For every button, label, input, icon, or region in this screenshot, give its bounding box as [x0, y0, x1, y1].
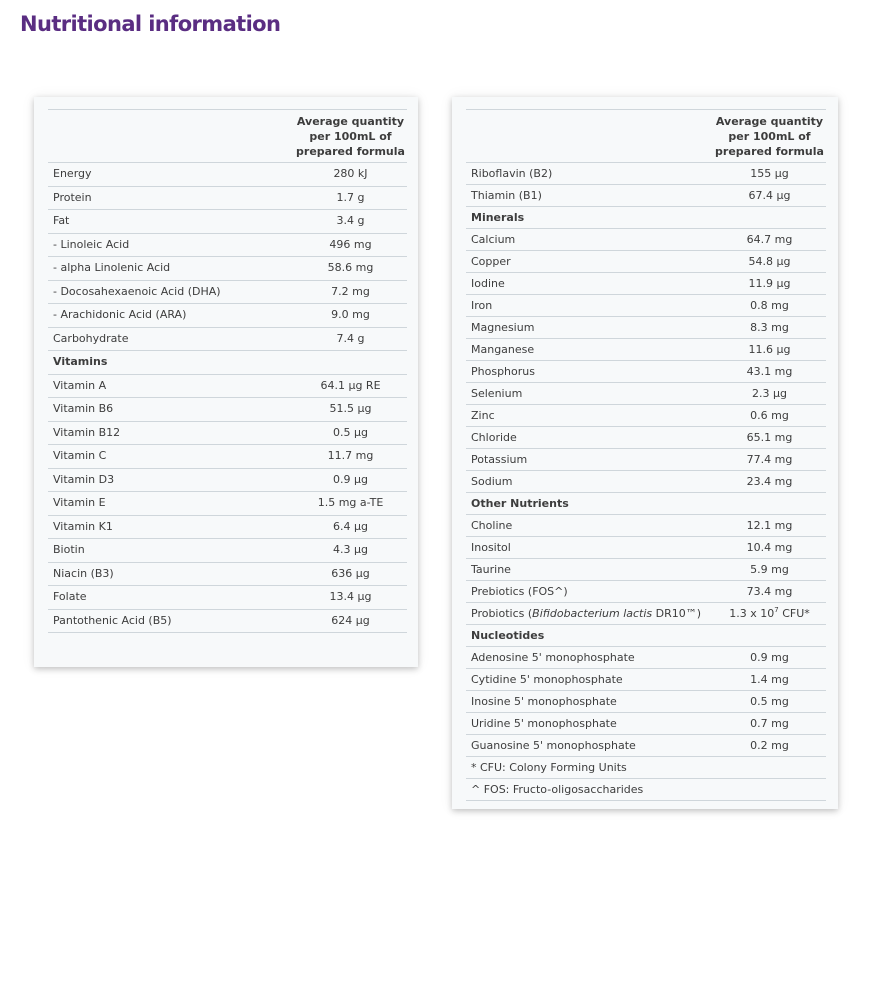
nutrient-name: Chloride	[466, 427, 713, 449]
exponent: 7	[774, 606, 779, 614]
table-row	[48, 539, 407, 563]
quantity-part: 1.3 x 10	[729, 607, 775, 620]
nutrient-name: Biotin	[48, 539, 294, 563]
table-row	[48, 327, 407, 351]
table-row	[466, 779, 826, 801]
nutrient-quantity: 636 µg	[294, 562, 407, 586]
nutrient-name: Iron	[466, 295, 713, 317]
nutrient-quantity: 51.5 µg	[294, 398, 407, 422]
nutrition-rows-right	[466, 163, 826, 801]
nutrient-name: Carbohydrate	[48, 327, 294, 351]
table-row	[466, 185, 826, 207]
table-row	[48, 163, 407, 187]
table-row	[48, 374, 407, 398]
table-row	[466, 757, 826, 779]
nutrient-quantity: 0.5 µg	[294, 421, 407, 445]
nutrient-name: Potassium	[466, 449, 713, 471]
nutrient-name: Fat	[48, 210, 294, 234]
nutrient-name: Guanosine 5' monophosphate	[466, 735, 713, 757]
nutrient-quantity: 7.4 g	[294, 327, 407, 351]
page-title: Nutritional information	[20, 12, 281, 36]
table-row	[466, 691, 826, 713]
table-row	[466, 229, 826, 251]
nutrient-name: Vitamin E	[48, 492, 294, 516]
nutrient-quantity: 496 mg	[294, 233, 407, 257]
nutrient-quantity: 11.9 µg	[713, 273, 826, 295]
nutrient-name: Sodium	[466, 471, 713, 493]
nutrient-name: Cytidine 5' monophosphate	[466, 669, 713, 691]
nutrient-name: Protein	[48, 186, 294, 210]
nutrient-name: Zinc	[466, 405, 713, 427]
section-heading-row	[466, 207, 826, 229]
nutrient-quantity: 3.4 g	[294, 210, 407, 234]
table-row	[466, 273, 826, 295]
nutrient-quantity	[713, 625, 826, 647]
nutrient-name: Vitamin C	[48, 445, 294, 469]
nutrient-quantity: 624 µg	[294, 609, 407, 633]
nutrient-quantity	[713, 603, 826, 625]
nutrient-quantity: 0.9 µg	[294, 468, 407, 492]
nutrient-name: Thiamin (B1)	[466, 185, 713, 207]
table-row	[466, 449, 826, 471]
table-row	[466, 339, 826, 361]
nutrient-name: * CFU: Colony Forming Units	[466, 757, 826, 779]
nutrient-quantity: 10.4 mg	[713, 537, 826, 559]
table-row	[466, 559, 826, 581]
nutrient-quantity: 2.3 µg	[713, 383, 826, 405]
nutrient-column-header	[466, 110, 713, 163]
table-row	[48, 421, 407, 445]
nutrient-name	[466, 603, 713, 625]
nutrient-quantity: 0.5 mg	[713, 691, 826, 713]
table-row	[48, 280, 407, 304]
table-row	[466, 361, 826, 383]
table-row	[48, 562, 407, 586]
nutrient-quantity: 64.1 µg RE	[294, 374, 407, 398]
nutrient-name: Manganese	[466, 339, 713, 361]
table-row	[48, 586, 407, 610]
nutrient-quantity: 8.3 mg	[713, 317, 826, 339]
table-row	[466, 163, 826, 185]
nutrient-name: Inosine 5' monophosphate	[466, 691, 713, 713]
nutrient-name: Phosphorus	[466, 361, 713, 383]
quantity-column-header: Average quantity per 100mL of prepared formula	[713, 110, 826, 163]
nutrient-name: Calcium	[466, 229, 713, 251]
quantity-part: CFU*	[778, 607, 810, 620]
section-heading: Minerals	[466, 207, 713, 229]
nutrient-quantity: 73.4 mg	[713, 581, 826, 603]
nutrient-name: Vitamin D3	[48, 468, 294, 492]
nutrient-quantity: 6.4 µg	[294, 515, 407, 539]
nutrient-name: Pantothenic Acid (B5)	[48, 609, 294, 633]
table-row	[466, 515, 826, 537]
nutrient-name: Taurine	[466, 559, 713, 581]
quantity-column-header: Average quantity per 100mL of prepared formula	[294, 110, 407, 163]
table-row	[48, 468, 407, 492]
nutrient-name: - Linoleic Acid	[48, 233, 294, 257]
nutrient-name: Adenosine 5' monophosphate	[466, 647, 713, 669]
table-header-row	[48, 110, 407, 163]
nutrient-quantity: 0.2 mg	[713, 735, 826, 757]
section-heading: Vitamins	[48, 351, 294, 375]
nutrient-name-part: DR10™)	[652, 607, 702, 620]
nutrient-quantity	[713, 207, 826, 229]
table-row	[466, 251, 826, 273]
nutrient-quantity: 1.5 mg a-TE	[294, 492, 407, 516]
table-row	[48, 609, 407, 633]
nutrient-quantity: 1.4 mg	[713, 669, 826, 691]
nutrition-rows-left	[48, 163, 407, 633]
nutrient-name: Uridine 5' monophosphate	[466, 713, 713, 735]
nutrient-name: Prebiotics (FOS^)	[466, 581, 713, 603]
nutrient-name: - alpha Linolenic Acid	[48, 257, 294, 281]
nutrient-quantity	[713, 493, 826, 515]
nutrient-quantity	[294, 351, 407, 375]
nutrient-quantity: 13.4 µg	[294, 586, 407, 610]
table-row	[48, 304, 407, 328]
nutrient-name: - Docosahexaenoic Acid (DHA)	[48, 280, 294, 304]
table-row	[466, 669, 826, 691]
nutrient-name: Energy	[48, 163, 294, 187]
nutrient-column-header	[48, 110, 294, 163]
nutrient-quantity: 11.7 mg	[294, 445, 407, 469]
nutrient-quantity: 0.9 mg	[713, 647, 826, 669]
nutrient-quantity: 280 kJ	[294, 163, 407, 187]
nutrient-quantity: 5.9 mg	[713, 559, 826, 581]
nutrient-name-part: Probiotics (	[471, 607, 533, 620]
nutrition-card-right	[452, 97, 838, 809]
nutrient-quantity: 7.2 mg	[294, 280, 407, 304]
table-row	[466, 713, 826, 735]
probiotic-strain-name: Bifidobacterium lactis	[532, 607, 653, 620]
table-row	[466, 537, 826, 559]
table-row	[466, 647, 826, 669]
table-row	[48, 257, 407, 281]
nutrient-quantity: 58.6 mg	[294, 257, 407, 281]
nutrient-quantity: 0.6 mg	[713, 405, 826, 427]
nutrient-quantity: 65.1 mg	[713, 427, 826, 449]
table-row	[48, 233, 407, 257]
nutrient-name: Vitamin B12	[48, 421, 294, 445]
section-heading: Other Nutrients	[466, 493, 713, 515]
table-row	[466, 383, 826, 405]
table-row	[466, 427, 826, 449]
table-row	[48, 445, 407, 469]
nutrient-quantity: 155 µg	[713, 163, 826, 185]
section-heading-row	[466, 493, 826, 515]
nutrient-quantity: 67.4 µg	[713, 185, 826, 207]
table-row	[48, 492, 407, 516]
nutrient-quantity: 23.4 mg	[713, 471, 826, 493]
table-row	[48, 186, 407, 210]
nutrient-quantity: 9.0 mg	[294, 304, 407, 328]
section-heading-row	[466, 625, 826, 647]
nutrition-table-left	[48, 109, 407, 633]
nutrient-quantity: 12.1 mg	[713, 515, 826, 537]
nutrition-table-right	[466, 109, 826, 801]
nutrient-quantity: 64.7 mg	[713, 229, 826, 251]
nutrient-name: Riboflavin (B2)	[466, 163, 713, 185]
nutrient-quantity: 77.4 mg	[713, 449, 826, 471]
nutrient-quantity: 43.1 mg	[713, 361, 826, 383]
section-heading-row	[48, 351, 407, 375]
nutrient-name: ^ FOS: Fructo-oligosaccharides	[466, 779, 826, 801]
nutrient-quantity: 4.3 µg	[294, 539, 407, 563]
nutrient-name: Magnesium	[466, 317, 713, 339]
nutrient-quantity: 1.7 g	[294, 186, 407, 210]
table-header-row	[466, 110, 826, 163]
nutrient-name: Copper	[466, 251, 713, 273]
nutrient-name: Inositol	[466, 537, 713, 559]
nutrient-name: Folate	[48, 586, 294, 610]
nutrient-name: Selenium	[466, 383, 713, 405]
table-row	[466, 735, 826, 757]
nutrient-name: Choline	[466, 515, 713, 537]
nutrient-name: Vitamin K1	[48, 515, 294, 539]
nutrient-quantity: 54.8 µg	[713, 251, 826, 273]
nutrient-name: Vitamin B6	[48, 398, 294, 422]
nutrient-name: - Arachidonic Acid (ARA)	[48, 304, 294, 328]
nutrition-card-left	[34, 97, 418, 667]
section-heading: Nucleotides	[466, 625, 713, 647]
nutrient-name: Iodine	[466, 273, 713, 295]
table-row	[466, 317, 826, 339]
table-row	[466, 405, 826, 427]
table-row	[466, 295, 826, 317]
nutrient-quantity: 0.8 mg	[713, 295, 826, 317]
table-row	[466, 471, 826, 493]
table-row	[48, 515, 407, 539]
nutrient-name: Vitamin A	[48, 374, 294, 398]
nutrient-name: Niacin (B3)	[48, 562, 294, 586]
table-row	[466, 581, 826, 603]
table-row	[48, 398, 407, 422]
table-row	[48, 210, 407, 234]
nutrient-quantity: 11.6 µg	[713, 339, 826, 361]
nutrient-quantity: 0.7 mg	[713, 713, 826, 735]
table-row	[466, 603, 826, 625]
